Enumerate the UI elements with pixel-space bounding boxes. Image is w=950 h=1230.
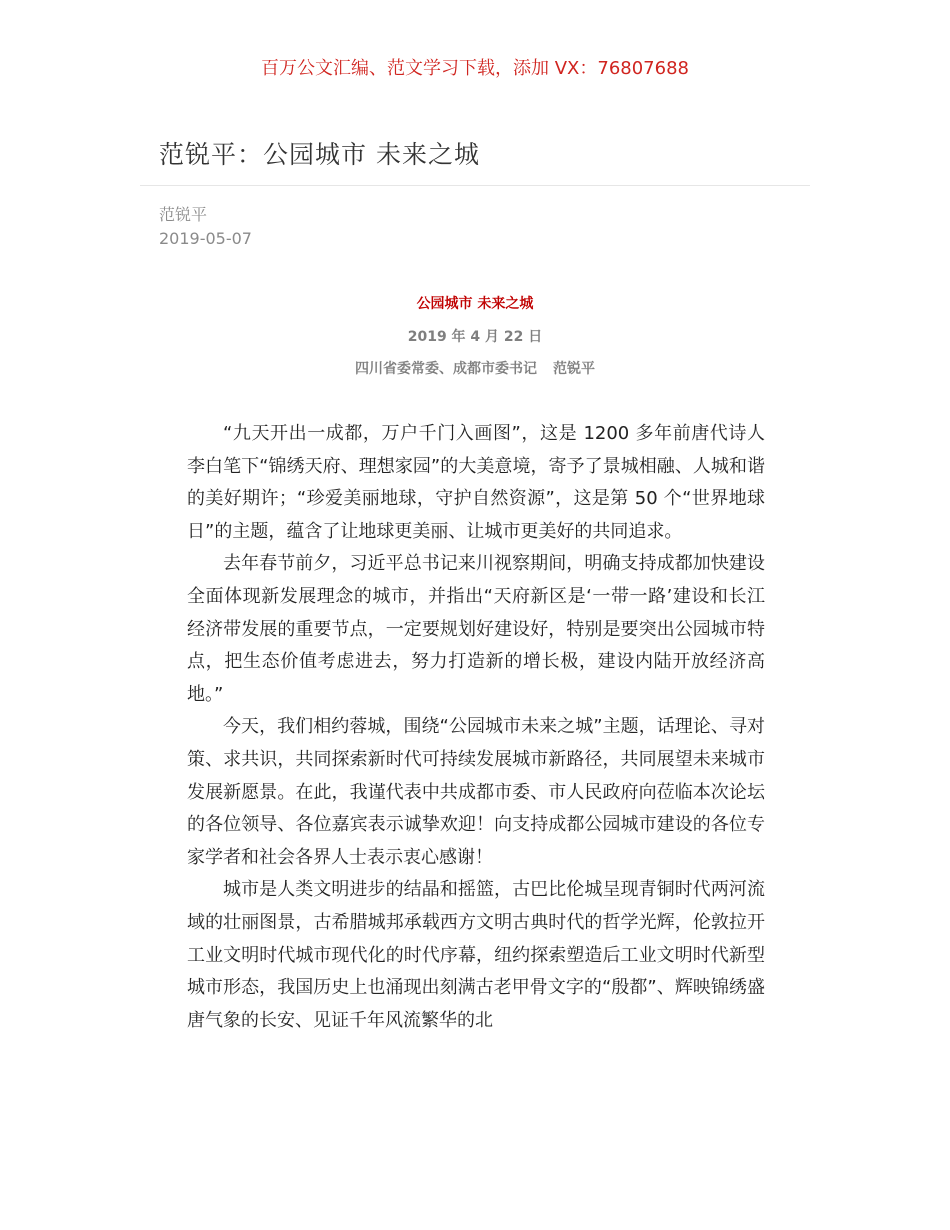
promo-banner: 百万公文汇编、范文学习下载，添加 VX：76807688 xyxy=(261,58,689,79)
page-title: 范锐平：公园城市 未来之城 xyxy=(159,140,480,169)
article-body xyxy=(187,418,765,1037)
speech-date: 2019 年 4 月 22 日 xyxy=(407,329,543,345)
paragraph-3: 今天，我们相约蓉城，围绕“公园城市未来之城”主题，话理论、寻对策、求共识，共同探索新时代可持续发展城市新路径，共同展望未来城市发展新愿景。在此，我谨代表中共成都市委、市人民政府向莅临本次论坛的各位领导、各位嘉宾表示诚挚欢迎！向支持成都公园城市建设的各位专家学者和社会各界人士表示衷心感谢！ xyxy=(187,716,765,868)
title-divider xyxy=(140,185,810,186)
paragraph-2: 去年春节前夕，习近平总书记来川视察期间，明确支持成都加快建设全面体现新发展理念的城市，并指出“天府新区是‘一带一路’建设和长江经济带发展的重要节点，一定要规划好建设好，特别是要突出公园城市特点，把生态价值考虑进去，努力打造新的增长极，建设内陆开放经济高地。” xyxy=(187,553,765,705)
paragraph-1: “九天开出一成都，万户千门入画图”，这是 1200 多年前唐代诗人李白笔下“锦绣天府、理想家园”的大美意境，寄予了景城相融、人城和谐的美好期许；“珍爱美丽地球，守护自然资源”，这是第 50 个“世界地球日”的主题，蕴含了让地球更美丽、让城市更美好的共同追求。 xyxy=(187,423,765,542)
speaker-role: 四川省委常委、成都市委书记 xyxy=(355,361,537,377)
article-date: 2019-05-07 xyxy=(159,229,252,248)
speaker-name: 范锐平 xyxy=(553,361,595,377)
speech-byline xyxy=(0,358,950,380)
article-author: 范锐平 xyxy=(159,205,208,224)
speech-title: 公园城市 未来之城 xyxy=(416,296,534,312)
paragraph-4: 城市是人类文明进步的结晶和摇篮，古巴比伦城呈现青铜时代两河流域的壮丽图景，古希腊城邦承载西方文明古典时代的哲学光辉，伦敦拉开工业文明时代城市现代化的时代序幕，纽约探索塑造后工业文明时代新型城市形态，我国历史上也涌现出刻满古老甲骨文字的“殷都”、辉映锦绣盛唐气象的长安、见证千年风流繁华的北 xyxy=(187,879,765,1031)
